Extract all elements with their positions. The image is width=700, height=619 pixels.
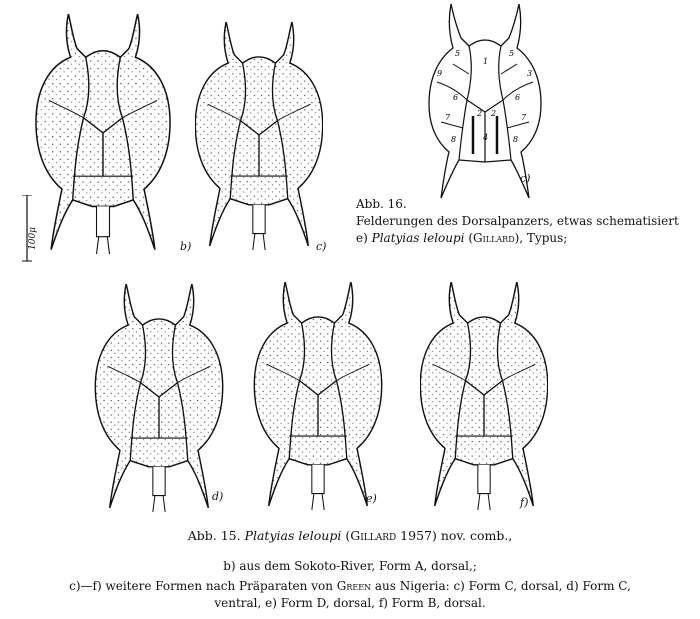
field-number: 5 xyxy=(509,49,515,58)
field-number: 8 xyxy=(451,135,457,144)
figure-15-caption: Abb. 15. Platyias leloupi (Gillard 1957) nov. comb., xyxy=(187,528,513,543)
field-number: 4 xyxy=(483,133,489,142)
panel-label-d: d) xyxy=(212,490,224,503)
panel-label-b: b) xyxy=(180,240,192,253)
figure-15-description-line1: b) aus dem Sokoto-River, Form A, dorsal,; xyxy=(223,559,477,573)
species-name: Platyias leloupi xyxy=(244,528,342,543)
author-name: Gillard xyxy=(350,528,397,543)
scale-bar-label: 100μ xyxy=(28,226,38,250)
field-number: 6 xyxy=(515,93,521,102)
field-number: 8 xyxy=(513,135,519,144)
field-number: 2 xyxy=(477,109,483,118)
author-name: Gillard xyxy=(473,231,515,245)
panel-label-16c: c) xyxy=(520,172,531,185)
figure-16-line1: Felderungen des Dorsalpanzers, etwas schematisiert xyxy=(356,214,679,228)
species-name: Platyias leloupi xyxy=(371,231,465,245)
figure-15-description: c)—f) weitere Formen nach Präparaten von Green aus Nigeria: c) Form C, dorsal, d) Form C, ventral, e) Form D, dorsal, f) Form B, dorsal. xyxy=(69,579,631,610)
field-number: 2 xyxy=(491,109,497,118)
field-number: 5 xyxy=(455,49,461,58)
figure-15c-drawing xyxy=(195,22,323,250)
panel-label-e: e) xyxy=(366,492,377,505)
author-name: Green xyxy=(336,579,372,593)
field-number: 6 xyxy=(453,93,459,102)
field-number: 9 xyxy=(437,69,443,78)
figure-15e-drawing xyxy=(252,282,384,510)
panel-label-c: c) xyxy=(316,240,327,253)
field-number: 7 xyxy=(445,113,451,122)
figure-15f-drawing xyxy=(420,282,548,510)
figure-15b-drawing xyxy=(28,14,178,254)
field-number: 7 xyxy=(521,113,527,122)
field-number: 3 xyxy=(527,69,533,78)
figure-16-line2: e) Platyias leloupi (Gillard), Typus; xyxy=(356,231,568,245)
figure-16-schematic xyxy=(420,4,550,200)
panel-label-f: f) xyxy=(520,496,529,509)
figure-15d-drawing xyxy=(88,284,230,512)
figure-16-caption xyxy=(356,196,679,247)
figure-16-title: Abb. 16. xyxy=(356,197,407,211)
field-number: 1 xyxy=(483,57,489,66)
